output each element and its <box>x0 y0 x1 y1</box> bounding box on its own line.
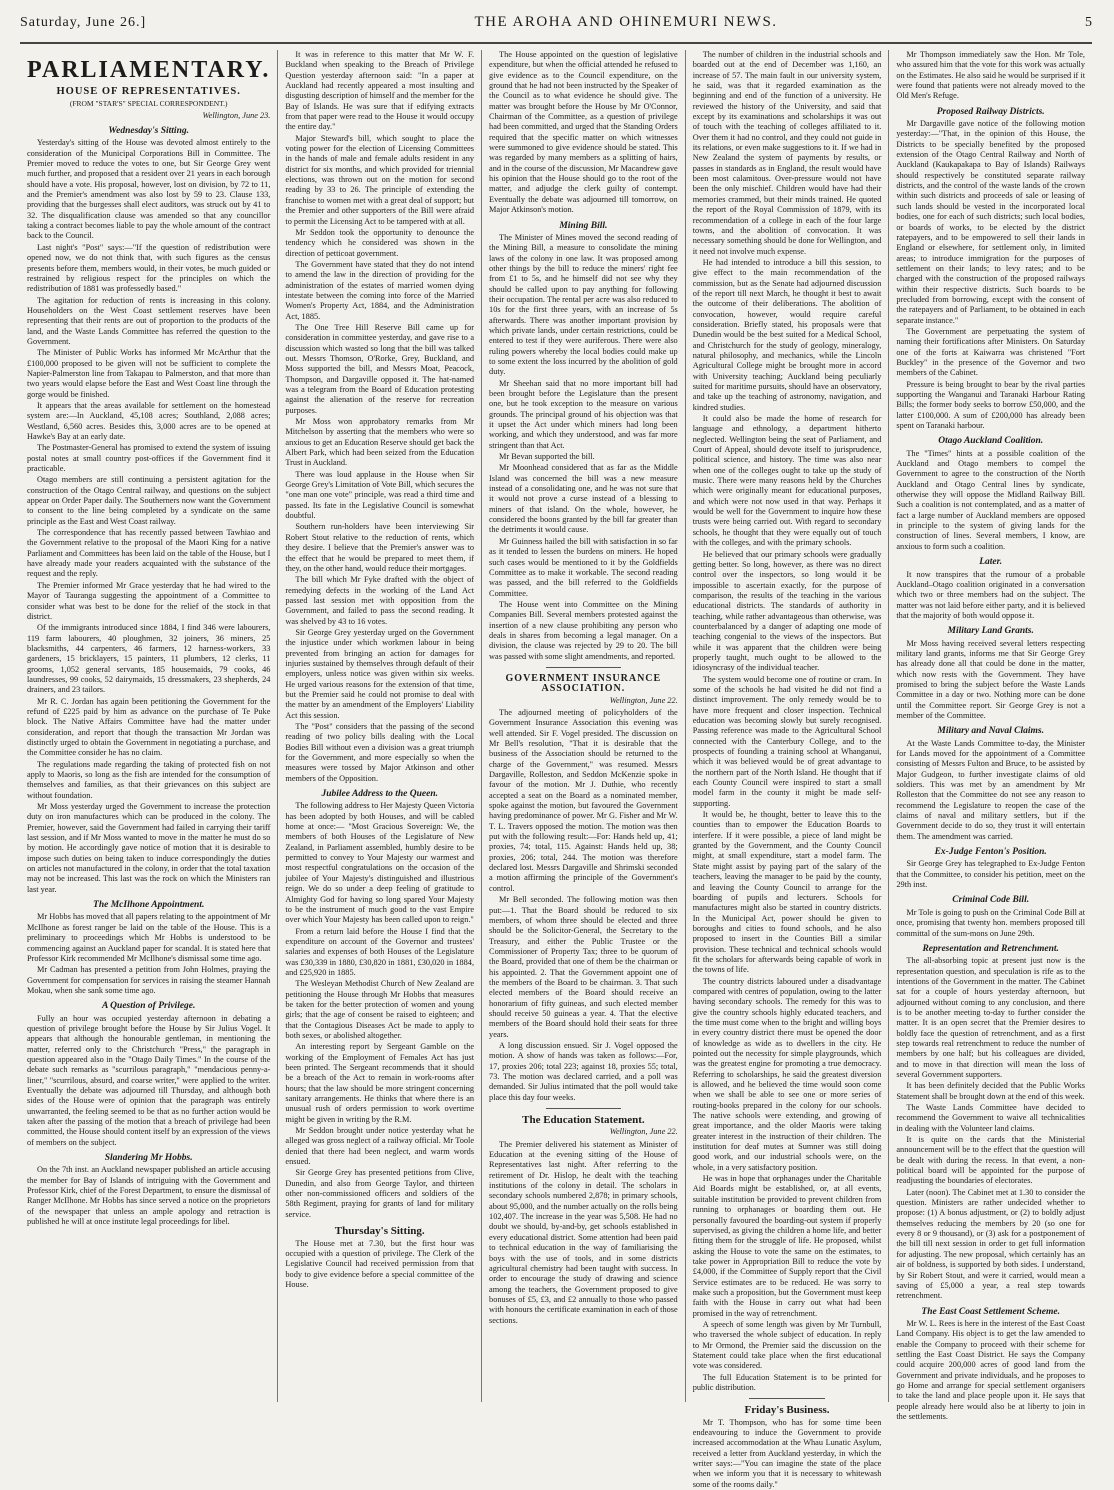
paragraph: Pressure is being brought to bear by the rival parties supporting the Wanganui and Taranaki Harbour Rating Bills; the former body seeks to borrow £50,000, and the latter £100,000. A sum of £200,000 has already been spent on Taranaki harbour. <box>896 379 1086 431</box>
paragraph: Mr Seddon brought under notice yesterday what he alleged was gross neglect of a railway official. Mr Toole denied that there had been neglect, and warm words ensued. <box>285 1126 475 1167</box>
paragraph: Mr Moss having received several letters respecting military land grants, informs me that Sir George Grey has already done all that could be done in the matter, which now rests with the Government. They have promised to bring the subject before the Waste Lands Committee in a day or two. Nothing more can be done until the Committee report. Sir George Grey is not a member of the Committee. <box>896 638 1086 720</box>
paragraph: Mr R. C. Jordan has again been petitioning the Government for the refund of £225 paid by him as advance on the purchase of Te Puke block. The Native Affairs Committee have had the matter under consideration, and report that though the transaction Mr Jordan was distinctly urged to obtain the Government in negotiating a purchase, and the Committee consider he has no claim. <box>27 696 271 758</box>
dateline: Wellington, June 22. <box>609 1127 678 1137</box>
paragraph: The system would become one of routine or cram. In some of the schools he had visited he did not find a distinct improvement. The only remedy would be to have more frequent and closer inspection. Technical education was becoming slowly but surely recognised. Passing reference was made to the Agricultural School connected with the Canterbury College, and to the prospects of founding a training school at Whanganui, which it was believed would be of great advantage to the northern part of the North Island. He thought that if each County Council were inspired to start a small model farm in the county it might be made self-supporting. <box>692 674 882 808</box>
paragraph: The following address to Her Majesty Queen Victoria has been adopted by both Houses, and will be cabled home at once:— "Most Gracious Sovereign: We, the members of both Houses of the Legislature of New Zealand, in Parliament assembled, humbly desire to be permitted to convey to Your Majesty our warmest and most respectful congratulations on the occasion of the jubilee of Your Majesty's distinguished and illustrious reign. We do so under a deep feeling of gratitude to Almighty God for having so long spared Your Majesty to be the instrument of much good to the vast Empire over which Your Majesty has been called upon to reign." <box>285 801 475 925</box>
paragraph: Mr Bell seconded. The following motion was then put:—1. That the Board should be reduced to six members, of whom three should be elected and three should be the Solicitor-General, the Secretary to the Treasury, and either the Public Trustee or the Commissioner of Property Tax; three to be quorum of the Board, provided that one of them be the chairman or his appointed. 2. That the Government appoint one of the members of the Board to be chairman. 3. That such elected members of the Board should receive an honorarium of fifty guineas, and such elected member should receive 50 guineas a year. 4. That the elective members of the Board should hold their seats for three years. <box>489 895 678 1039</box>
paragraph: Mr Tole is going to push on the Criminal Code Bill at once, promising that twenty hon. members proposed till committal of the sum-mons on June 29th. <box>896 907 1086 938</box>
dateline: Wellington, June 22. <box>609 695 678 705</box>
source-line: (FROM "STAR'S" SPECIAL CORRESPONDENT.) <box>69 99 228 109</box>
section-heading: Wednesday's Sitting. <box>108 126 189 137</box>
divider <box>546 667 621 668</box>
paragraph: He believed that our primary schools were gradually getting better. So long, however, as there was no direct control over the inspectors, so long would it be impossible to ascertain exactly, for the purpose of comparison, the results of the teaching in the various educational districts. The standards of authority in teaching, while rather advantageous than otherwise, was counterbalanced by a danger of adapting one mode of teaching congenial to the views of the inspectors. But while it was apparent that the children were being properly taught, much ought to be allowed to the idiosyncrasy of the individual teacher. <box>692 549 882 673</box>
paragraph: The Premier informed Mr Grace yesterday that he had wired to the Mayor of Tauranga suggesting the appointment of a Committee to consider what was best to be done for the relief of the stock in that district. <box>27 580 271 621</box>
section-heading: Later. <box>979 557 1003 568</box>
paragraph: It is quite on the cards that the Ministerial announcement will be to the effect that the question will be dealt with during the recess. In that event, a non-political board will be appointed for the purpose of readjusting the boundaries of electorates. <box>896 1135 1086 1186</box>
paragraph: Mr Guinness hailed the bill with satisfaction in so far as it tended to lessen the burdens on miners. He hoped such cases would be mentioned to it by the Goldfields Committee as to make it workable. The second reading was passed, and the bill referred to the Goldfields Committee. <box>489 536 678 598</box>
paragraph: Otago members are still continuing a persistent agitation for the construction of the Otago Central railway, and questions on the subject appear on Order Paper daily. The Southerners now want the Government to consent to the line being completed by a syndicate on the same principle as the East and West Coast railway. <box>27 475 271 526</box>
paragraph: The correspondence that has recently passed between Tawhiao and the Government relative to the proposal of the Maori King for a native Parliament and Committees has been laid on the table of the House, but I have already made your readers acquainted with the substance of the request and the reply. <box>27 528 271 579</box>
paragraph: The House met at 7.30, but the first hour was occupied with a question of privilege. The Clerk of the Legislative Council had received permission from that body to give evidence before a special committee of the House. <box>285 1238 475 1289</box>
paragraph: The Wesleyan Methodist Church of New Zealand are petitioning the House through Mr Hobbs that measures be taken for the better protection of women and young girls; that the age of consent be raised to eighteen; and that the Contagious Diseases Act be made to apply to both sexes, or abolished altogether. <box>285 979 475 1040</box>
paragraph: Mr Cadman has presented a petition from John Holmes, praying the Government for compensation for services in raising the steamer Hannah Mokau, when she sank some time ago. <box>27 965 271 995</box>
paragraph: The Government are perpetuating the system of naming their fortifications after Ministers. On Saturday one of the forts at Kaiwarra was christened "Fort Buckley" in the presence of the Governor and two members of the Cabinet. <box>896 326 1086 378</box>
article-heading: Friday's Business. <box>744 1404 830 1417</box>
column-5 <box>888 50 1092 1421</box>
paragraph: It has been definitely decided that the Public Works Statement shall be brought down at the end of this week. <box>896 1081 1086 1101</box>
paragraph: The Government have stated that they do not intend to amend the law in the direction of providing for the administration of the estates of married women dying intestate between the coming into force of the Married Women's Property Act, 1884, and the Administration Act, 1885. <box>285 259 475 321</box>
paragraph: Mr Sheehan said that no more important bill had been brought before the Legislature than the present one, but he took exception to the measure on various grounds. The principal ground of his objection was that it upset the Act under which miners had long been working, and which they understood, and was far more stringent than that Act. <box>489 378 678 450</box>
paragraph: An interesting report by Sergeant Gamble on the working of the Employment of Females Act has just been printed. The Sergeant recommends that it should be a breach of the Act to remain in work-rooms after hours; that the law should be more stringent concerning sanitary arrangements. He thinks that where there is an unusual rush of orders permission to work overtime might be given in writing by the R.M. <box>285 1042 475 1124</box>
section-heading: Military Land Grants. <box>947 626 1034 637</box>
paragraph: Mr Moss yesterday urged the Government to increase the protection duty on iron manufactures which can be produced in the colony. The Premier, however, said the Government had failed in carrying their tariff last session, and if Mr Moss wanted to move in the matter he must do so by motion. He accordingly gave notice of motion that it is desirable to impose such duties on being taken to induce correspondingly the duties on articles not manufactured in the colony, in order that the total taxation may not be increased. This last was the rock on which the Ministers ran last year. <box>27 802 271 894</box>
paragraph: It was in reference to this matter that Mr W. F. Buckland when speaking to the Breach of Privilege Question yesterday afternoon said: "In a paper at Auckland had recently appeared a most insulting and disgusting description of himself and the member for the Bay of Islands. He was sure that if edifying extracts from that paper were read to the House it would occupy the entire day." <box>285 50 475 132</box>
page-header <box>20 14 1092 40</box>
paragraph: Mr Bevan supported the bill. <box>499 452 595 462</box>
masthead-parliamentary: PARLIAMENTARY. <box>27 57 271 83</box>
paragraph: Sir George Grey yesterday urged on the Government the injustice under which workmen labour in being prevented from bringing an action for damages for injuries sustained by themselves through default of their employers, unless notice was given within six weeks. He urged various reasons for the extension of that time, but the Premier said he could not promise to deal with the matter by an amendment of the Employers' Liability Act this session. <box>285 627 475 720</box>
paragraph: There was loud applause in the House when Sir George Grey's Limitation of Vote Bill, which secures the "one man one vote" principle, was read a third time and passed. Its fate in the Legislative Council is somewhat doubtful. <box>285 469 475 521</box>
paragraph: Mr T. Thompson, who has for some time been endeavouring to induce the Government to provide increased accommodation at the Whau Lunatic Asylum, received a letter from Auckland yesterday, in which the writer says:—"You can imagine the state of the place when we inform you that it is necessary to whitewash some of the rooms daily." <box>692 1417 882 1489</box>
paragraph: It now transpires that the rumour of a probable Auckland–Otago coalition originated in a conversation which two or three members had on the subject. The matter was not laid before either party, and it is believed that the majority of both would oppose it. <box>896 569 1086 620</box>
section-heading: Otago Auckland Coalition. <box>938 436 1044 447</box>
section-heading: Jubilee Address to the Queen. <box>321 789 438 800</box>
paragraph: A speech of some length was given by Mr Turnbull, who traversed the whole subject of education. In reply to Mr Ormond, the Premier said the discussion on the Statement could take place when the first educational vote was considered. <box>692 1319 882 1371</box>
paragraph: The Premier delivered his statement as Minister of Education at the evening sitting of the House of Representatives last night. After referring to the retirement of Dr. Hislop, he dealt with the teaching institutions of the colony in detail. The scholars in secondary schools numbered 2,878; in primary schools, about 95,000, and the number actually on the rolls being 102,407. The increase in the year was 5,508. He had no doubt we should, by-and-by, get schools established in every educational district. Some attention had been paid to technical education in the way of familiarising the boys with the use of tools, and in some districts agricultural chemistry had been taught with success. In order to encourage the study of drawing and science among the teachers, the Government proposed to give bonuses of £5, £3, and £2 annually to those who passed with honours the certificate examination in each of those sections. <box>489 1139 678 1325</box>
section-heading: Representation and Retrenchment. <box>922 943 1059 954</box>
paragraph: Mr W. L. Rees is here in the interest of the East Coast Land Company. His object is to get the law amended to enable the Company to proceed with their scheme for settling the East Coast District. He says the Company could acquire 200,000 acres of good land from the Government and private individuals, and he proposes to go Home and arrange for special settlement organisers to take the land and place people upon it. He says that people already here would also be at liberty to join in the settlements. <box>896 1318 1086 1421</box>
section-heading: Military and Naval Claims. <box>937 726 1044 737</box>
dateline: Wellington, June 23. <box>202 110 271 120</box>
paragraph: The Minister of Public Works has informed Mr McArthur that the £100,000 proposed to be given will not be sufficient to complete the Napier-Palmerston line from Takapau to Palmerston, and that more than two years would elapse before the East and West Coast line through the gorge would be finished. <box>27 348 271 399</box>
column-3 <box>481 50 685 1402</box>
paragraph: It could also be made the home of research for language and ethnology, a department hitherto neglected. Wellington being the seat of Parliament, and Court of Appeal, should devote itself to jurisprudence, political science, and history. The time was also near when one of the colleges ought to take up the study of music. There were many reasons held by the Churches which were originally meant for educational purposes, and which were not now used in that way. Perhaps it would be well for the Government to inquire how these trusts were being carried out. With regard to secondary schools, he thought that they were equally out of touch with the colleges, and with the primary schools. <box>692 414 882 548</box>
paragraph: The bill which Mr Fyke drafted with the object of remedying defects in the working of the Land Act passed last session met with opposition from the Government, and failed to pass the second reading. It was shelved by 43 to 16 votes. <box>285 575 475 626</box>
paragraph: Last night's "Post" says:—"If the question of redistribution were opened now, we do not think that, with such figures as the census presents before them, members would, in their votes, be much guided or restrained by religious respect for the principles on which the redistribution of 1881 was professedly based." <box>27 242 271 294</box>
paragraph: The Postmaster-General has promised to extend the system of issuing postal notes at small country post-offices if the Government find it practicable. <box>27 443 271 474</box>
divider <box>546 1108 621 1109</box>
section-heading: Proposed Railway Districts. <box>936 106 1045 117</box>
article-heading: GOVERNMENT INSURANCE ASSOCIATION. <box>505 672 662 695</box>
divider <box>749 1398 824 1399</box>
column-4 <box>685 50 889 1489</box>
section-heading: Slandering Mr Hobbs. <box>104 1153 193 1164</box>
paragraph: Mr Dargaville gave notice of the following motion yesterday:—"That, in the opinion of this House, the Districts to be specially benefited by the proposed extension of the Otago Central Railway and North of Auckland (Kaukapakapa to Bay of Islands) Railways should respectively be constituted separate railway districts, and the control of the waste lands of the crown within such districts and proceeds of sale or leasing of such lands should be vested in the incorporated local bodies, one for each of such districts; such local bodies, or boards of works, to be elected by the district ratepayers, and to be empowered to sell their lands in England or elsewhere, for settlement only, in limited areas; to introduce immigration for the purposes of settlement on their lands; to levy rates; and to be charged with the construction of the proposed railways within their respective districts. Such boards to be precluded from borrowing, except with the consent of the ratepayers and of Parliament, to be obtained in each separate instance." <box>896 119 1086 325</box>
section-heading: Criminal Code Bill. <box>952 895 1030 906</box>
newspaper-title: THE AROHA AND OHINEMURI NEWS. <box>474 14 778 30</box>
paragraph: Mr Thompson immediately saw the Hon. Mr Tole, who assured him that the vote for this work was actually on the Estimates. He also said he would be surprised if it were found that patients were not already moved to the Old Men's Refuge. <box>896 50 1086 101</box>
paragraph: The regulations made regarding the taking of protected fish on not apply to Maoris, so long as the fish are intended for the consumption of themselves and families, as that their grievances on this subject are without foundation. <box>27 759 271 800</box>
paragraph: Yesterday's sitting of the House was devoted almost entirely to the consideration of the Municipal Corporations Bill in Committee. The Premier moved to reduce the votes to one, but Sir George Grey went much further, and proposed that a resident over 21 years in each borough should have a vote. His proposal, however, lost on division, by 72 to 11, and the Premier's amendment was also lost by 59 to 23. Clause 133, providing that the burgesses shall elect auditors, was struck out by 41 to 32. The disqualification clause was amended so that any councillor taking a contract becomes liable to pay the whole amount of the contract back to the Council. <box>27 138 271 241</box>
paragraph: Mr Seddon took the opportunity to denounce the tendency which he considered was shown in the direction of petticoat government. <box>285 227 475 258</box>
paragraph: The adjourned meeting of policyholders of the Government Insurance Association this evening was well attended. Sir F. Vogel presided. The discussion on Mr Bell's resolution, "That it is desirable that the business of the Association should be returned to the charge of the Government," was resumed. Messrs Dargaville, Rolleston, and Seddon McKenzie spoke in favour of the motion. Mr J. Duthie, who recently accepted a seat on the Board as a nominated member, spoke against the motion, but favoured the Government having predominance of power. Mr G. Fisher and Mr W. T. L. Travers opposed the motion. The motion was then put with the following result:—For: Hands held up, 41; proxies, 74; total, 115. Against: Hands held up, 38; proxies, 206; total, 244. The motion was therefore declared lost. Messrs Dargaville and Shrimski seconded a motion affirming the principle of the Government's control. <box>489 707 678 893</box>
columns <box>20 50 1092 1489</box>
paragraph: A long discussion ensued. Sir J. Vogel opposed the motion. A show of hands was taken as follows:—For, 17, proxies 206; total 223; against 18, proxies 55; total, 73. The motion was declared carried, and a poll was demanded. Sir Julius intimated that the poll would take place this day four weeks. <box>489 1040 678 1102</box>
paragraph: Sir George Grey has telegraphed to Ex-Judge Fenton that the Committee, to consider his petition, meet on the 29th inst. <box>896 859 1086 890</box>
section-heading: Thursday's Sitting. <box>334 1225 425 1238</box>
column-1 <box>20 50 277 1402</box>
paragraph: The all-absorbing topic at present just now is the representation question, and speculation is rife as to the intentions of the Government in the matter. The Cabinet sat for a couple of hours yesterday afternoon, but adjourned without coming to any conclusion, and there is to be another meeting to-day to further consider the matter. It is an open secret that the Premier desires to boldly face the question of retrenchment, and as a first step towards real retrenchment to reduce the number of members by one half; but his colleagues are divided, and to move in that direction will mean the loss of several Government supporters. <box>896 956 1086 1079</box>
section-heading: Ex-Judge Fenton's Position. <box>934 847 1047 858</box>
paragraph: Of the immigrants introduced since 1884, I find 346 were labourers, 119 farm labourers, 40 ploughmen, 32 joiners, 36 miners, 25 blacksmiths, 44 carpenters, 46 farmers, 12 harness-workers, 33 gardeners, 15 bricklayers, 15 painters, 11 plumbers, 12 clerks, 11 grooms, 1,052 general servants, 185 housemaids, 79 cooks, 46 laundresses, 99 cooks, 52 dairymaids, 15 dressmakers, 23 shepherds, 24 drainers, and 23 tailors. <box>27 623 271 695</box>
article-heading: The Education Statement. <box>522 1114 645 1127</box>
paragraph: He had intended to introduce a bill this session, to give effect to the main recommendation of the commission, but as the Senate had adjourned discussion of the report till next March, he thought it best to await the outcome of their deliberations. The abolition of convocation, however, would require careful consideration. Briefly stated, his proposals were that Dunedin would be the best suited for a Medical School, and Christchurch for the study of geology, mineralogy, natural philosophy, and mechanics, while the Lincoln Agricultural College might be brought more in accord with University teaching; Auckland being peculiarly suited for maritime pursuits, should have an observatory, and take up the teaching of astronomy, navigation, and kindred studies. <box>692 257 882 412</box>
paragraph: The "Post" considers that the passing of the second reading of two policy bills dealing with the Local Bodies Bill without even a division was a great triumph for the Government, and more especially so when the measures were tossed by Major Atkinson and other members of the Opposition. <box>285 722 475 783</box>
paragraph: The agitation for reduction of rents is increasing in this colony. Householders on the West Coast settlement reserves have been representing that their rents are out of proportion to the products of the land, and the Waste Lands Committee has referred the question to the Government. <box>27 295 271 346</box>
paragraph: The Waste Lands Committee have decided to recommend the Government to waive all technicalities in dealing with the Volunteer land claims. <box>896 1103 1086 1133</box>
paragraph: Mr Hobbs has moved that all papers relating to the appointment of Mr McIlhone as forest ranger be laid on the table of the House. This is a preliminary to proceedings which Mr Hobbs is understood to be commencing against an Auckland paper for scandal. It is stated here that Professor Kirk recommended Mr McIlhone's dismissal some time ago. <box>27 912 271 963</box>
paragraph: From a return laid before the House I find that the expenditure on account of the Governor and trustees' salaries and expenses of both Houses of the Legislature was £30,339 in 1880, £30,820 in 1881, £30,020 in 1884, and £25,920 in 1885. <box>285 926 475 977</box>
paragraph: Fully an hour was occupied yesterday afternoon in debating a question of privilege brought before the House by Sir Julius Vogel. It appears that although the honourable gentleman, in mentioning the matter, referred only to the Christchurch "Press," the paragraph in question appeared also in the "Otago Daily Times." In the course of the debate such remarks as "scurrilous paragraph," "mendacious penny-a-liner," "scurrilous, absurd, and coarse writer," were applied to the writer. Eventually the debate was adjourned till Thursday, and although both sides of the House were of opinion that the paragraph was entirely unwarranted, the feeling seemed to be that as no further action would be taken after the passing of the motion that a breach of privilege had been committed, the House should content itself by an expression of the views of members on the subject. <box>27 1013 271 1147</box>
paragraph: The House went into Committee on the Mining Companies Bill. Several members protested against the insertion of a new clause prohibiting any person who deals in shares from becoming a legal manager. On a division, the clause was rejected by 29 to 20. The bill was passed with some slight amendments, and reported. <box>489 599 678 661</box>
section-heading: The East Coast Settlement Scheme. <box>921 1306 1060 1317</box>
house-heading: HOUSE OF REPRESENTATIVES. <box>56 86 241 97</box>
paragraph: Mr Moss won approbatory remarks from Mr Mitchelson by asserting that the members who were so anxious to get an Education Reserve should get back the Albert Park, which had been seized from the Education Trust in Auckland. <box>285 417 475 468</box>
paragraph: He was in hope that orphanages under the Charitable Aid Boards might be established, or, at all events, suitable institution be provided to prevent children from running to orphanages or boarding them out. He personally favoured the boarding-out system if properly supervised, as giving the children a home life, and better fitting them for the struggle of life. He proposed, whilst asking the House to vote the same on the estimates, to take power in Appropriation Bill to reduce the vote by £4,000, if the Committee of Supply report that the Civil Service estimates are to be reduced. He was sorry to make such a proposition, but the Government must keep faith with the House in carry out what had been promised in the way of retrenchment. <box>692 1174 882 1318</box>
paragraph: At the Waste Lands Committee to-day, the Minister for Lands moved for the appointment of a Committee consisting of Messrs Fulton and Bruce, to be assisted by Major Gudgeon, to further investigate claims of old soldiers. This was met by an amendment by Mr Rolleston that the Committee do not see any reason to recommend the Legislature to reopen the case of the claims of naval and military settlers, but if the Government decide to do so, they trust it will entertain them. The amendment was carried. <box>896 738 1086 841</box>
paragraph: Mr Moonhead considered that as far as the Middle Island was concerned the bill was a new measure instead of a consolidating one, and he was not sure that it would not prove a curse instead of a blessing to miners of that island. On the whole, however, he considered the boons granted by the bill far greater than the detriments it would cause. <box>489 463 678 535</box>
paragraph: It appears that the areas available for settlement on the homestead system are:—In Auckland, 45,108 acres; Southland, 2,088 acres; Westland, 6,560 acres. Besides this, 3,000 acres are to be opened at Hawke's Bay at an early date. <box>27 400 271 441</box>
paragraph: The full Education Statement is to be printed for public distribution. <box>692 1372 882 1392</box>
issue-date: Saturday, June 26.] <box>20 15 147 30</box>
paragraph: The "Times" hints at a possible coalition of the Auckland and Otago members to compel the Government to agree to the construction of the North Auckland and Otago Central lines by syndicate, otherwise they will oppose the Midland Railway Bill. Such a coalition is not contemplated, and as a matter of fact a large number of Auckland members are opposed in principle to the system of giving lands for the construction of lines. Several members, I know, are anxious to form such a coalition. <box>896 448 1086 551</box>
section-heading: A Question of Privilege. <box>101 1001 196 1012</box>
paragraph: The country districts laboured under a disadvantage compared with centres of population, owing to the latter having secondary schools. The remedy for this was to give the country schools highly educated teachers, and the time must come when to the bright and willing boys in every country district there must be opened the door of knowledge as wide as to dwellers in the city. He pointed out the necessity for simple playgrounds, which was the greatest engine for promoting a true democracy. Referring to scholarships, he said the greatest diversion is allowed, and he believed the time would soon come when we shall be able to see one or more series of routing-books prepared in the colony for our schools. The native schools were extending, and growing of great importance, and the older Maoris were taking greater interest in the instruction of their children. The institution for deaf mutes at Sumner was still doing good work, and our industrial schools were, on the whole, in a very satisfactory position. <box>692 976 882 1172</box>
section-heading: The McIlhone Appointment. <box>93 900 205 911</box>
paragraph: Sir George Grey has presented petitions from Clive, Dunedin, and also from George Taylor, and thirteen other non-commissioned officers and soldiers of the 58th Regiment, praying for grants of land for military service. <box>285 1168 475 1219</box>
header-rule <box>20 42 1092 44</box>
section-heading: Mining Bill. <box>559 220 608 231</box>
paragraph: It would be, he thought, better to leave this to the counties than to empower the Education Boards to interfere. If it were possible, a piece of land might be granted by the Government, and the County Council might, at small expenditure, start a model farm. The State might assist by paying part of the salary of the teachers, leaving the manager to be paid by the county, and leaving the County Council to arrange for the boarding of pupils and lecturers. Schools for manufactures might also be started in country districts. In the Municipal Act, power should be given to boroughs and cities to found schools, and he also proposed to insert in the Counties Bill a similar provision. These technical and technical schools would fit the scholars for afterwards being capable of work in the towns of life. <box>692 810 882 975</box>
paragraph: On the 7th inst. an Auckland newspaper published an article accusing the member for Bay of Islands of intriguing with the Government and Professor Kirk, chief of the Forest Department, to ensure the dismissal of Ranger McIlhone. Mr Hobbs has since served a notice on the proprietors of the newspaper that unless an ample apology and retraction is published he will at once institute legal proceedings for libel. <box>27 1165 271 1227</box>
page-number: 5 <box>1085 15 1092 30</box>
paragraph: The House appointed on the question of legislative expenditure, but when the official attended he refused to give evidence as to the Council expenditure, on the ground that he had not been instructed by the Speaker of the Council as to what evidence he should give. The matter was brought before the House by Mr O'Connor, Chairman of the Committee, as a question of privilege had been committed, and urged that the Standing Orders required that the specific matter on which witnesses were summoned to give evidence should be stated. This was regarded by many members as a splitting of hairs, and in the course of the discussion, Mr Macandrew gave his opinion that the House should go to the root of the matter, and adjudge the clerk guilty of contempt. Eventually the debate was adjourned till tomorrow, on Major Atkinson's motion. <box>489 50 678 215</box>
column-2 <box>277 50 481 1402</box>
paragraph: Southern run-holders have been interviewing Sir Robert Stout relative to the reduction of rents, which they desire. I believe that the Premier's answer was to the effect that he would be prepared to meet them, if they, on the other hand, would reduce their mortgages. <box>285 522 475 573</box>
paragraph: The Minister of Mines moved the second reading of the Mining Bill, a measure to consolidate the mining laws of the colony in one law. It was proposed among other things by the bill to reduce the miners' right fee from £1 to 5s, and he himself did not see why they should be called upon to pay anything for following their occupation. The rental per acre was also reduced to 10s for the first three years, with an increase of 5s afterwards. There was another important provision by which private lands, under certain restrictions, could be entered to test if they were auriferous. There were also ruling powers whereby the local bodies could make up to some extent the loss incurred by the abolition of gold duty. <box>489 232 678 377</box>
paragraph: Later (noon). The Cabinet met at 1.30 to consider the question. Ministers are rather undecided whether to propose: (1) A bonus adjustment, or (2) to boldly adjust themselves reducing the members by 20 (so one for every 8 or 9 thousand), or (3) ask for a postponement of the bill till next session in order to get full information for adjusting. The new proposal, which certainly has an air of boldness, is supported by both sides. I understand, by Sir Robert Stout, and were it carried, would mean a saving of £5,000 a year, a real step towards retrenchment. <box>896 1187 1086 1301</box>
paragraph: Major Steward's bill, which sought to place the voting power for the election of Licensing Committees in the hands of male and female adults resident in any district for six months, and which provided for triennial elections, was thrown out on the motion for second reading by 33 to 26. The principle of extending the franchise to women met with a great deal of support; but the Premier and other supporters of the Bill were afraid to permit the Licensing Act to be tampered with at all. <box>285 133 475 226</box>
paragraph: The One Tree Hill Reserve Bill came up for consideration in committee yesterday, and gave rise to a discussion which wasted so long that the bill was talked out. Messrs Thomson, O'Rorke, Grey, Buckland, and Moss supported the bill, and Messrs Moat, Peacock, Thompson, and Dargaville opposed it. The hat-named was a telegram from the Board of Education protesting against the alienation of the reserve for recreation purposes. <box>285 322 475 415</box>
paragraph: The number of children in the industrial schools and boarded out at the end of December was 1,160, an increase of 57. The main fault in our university system, he said, was that it regarded examination as the beginning and end of the function of a university. He reviewed the history of the University, and said that except by its examinations and scholarships it was out of touch with the teaching of colleges affiliated to it. Over them it had no control, and they could not guide in its relations, or even make suggestions to it. If we had in New Zealand the system of payments by results, or passes in standards as in England, the result would have been most calamitous. Over-pressure would not have been the only mischief. Children would have had their memories crammed, but their minds trained. He quoted the report of the Royal Commission of 1879, with its recommendation of a college in each of the four large towns, and the abolition of convocation. It was necessary something should be done for Wellington, and it need not involve much expense. <box>692 50 882 256</box>
